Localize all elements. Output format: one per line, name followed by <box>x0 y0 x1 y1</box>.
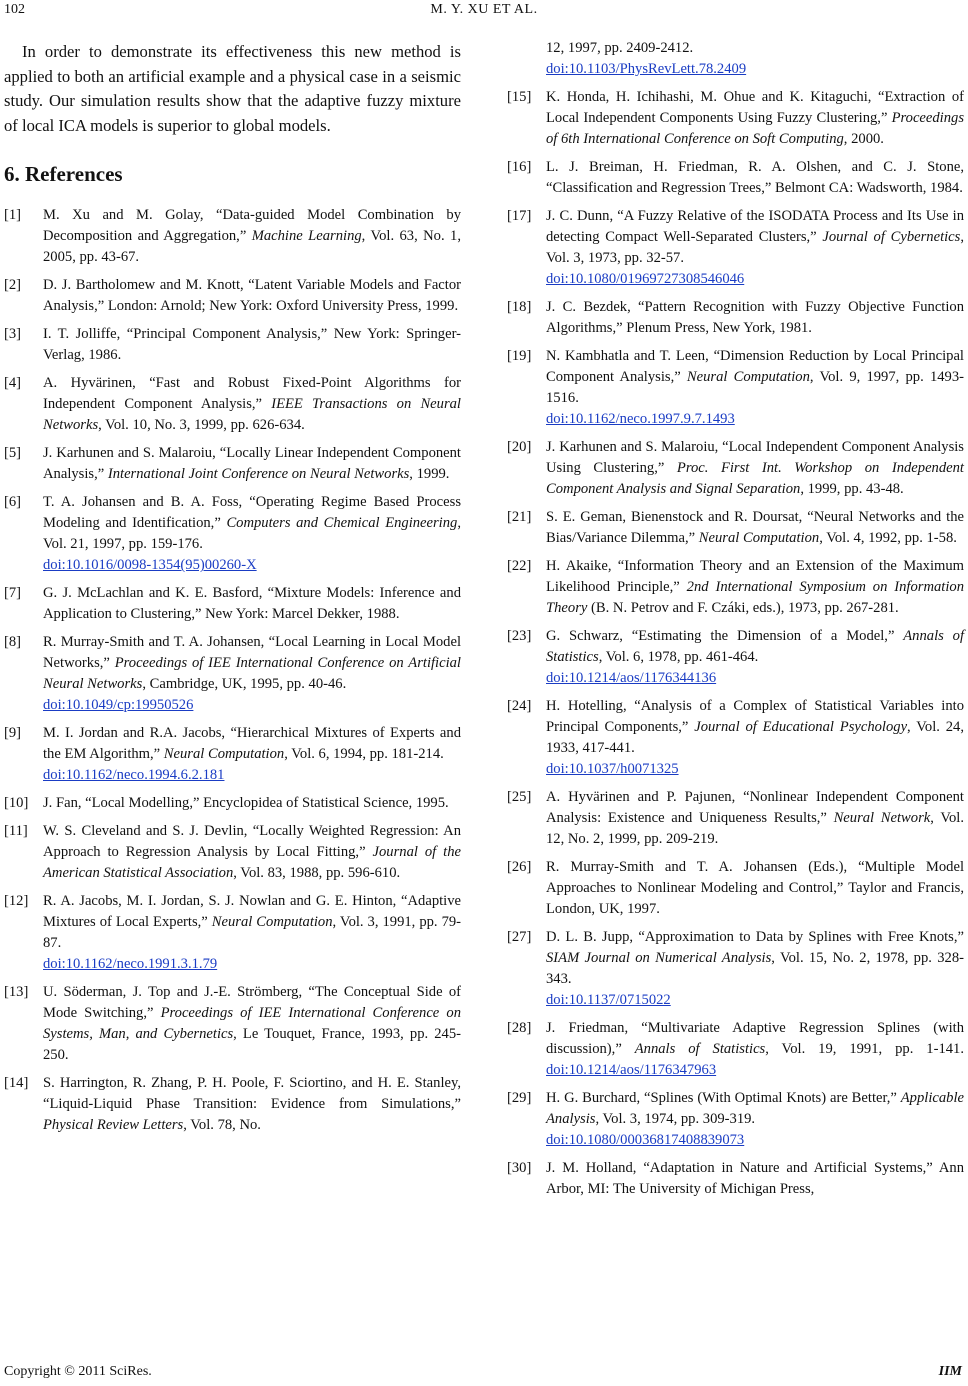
reference-venue: Computers and Chemical Engineering <box>226 515 458 532</box>
reference-details: , Vol. 4, 1992, pp. 1-58. <box>819 530 957 546</box>
reference-authors-title: H. Hotelling, “Analysis of a Complex of Statistical Variables into Principal Components,” <box>546 698 964 735</box>
reference-text <box>43 443 461 485</box>
reference-text <box>546 157 964 199</box>
page-number: 102 <box>4 2 25 17</box>
reference-item <box>4 723 461 786</box>
reference-item <box>507 927 964 1011</box>
reference-venue: Physical Review Letters <box>43 1117 184 1134</box>
reference-details: , 1999, pp. 43-48. <box>800 481 904 497</box>
reference-text <box>43 373 461 436</box>
reference-authors-title: S. Harrington, R. Zhang, P. H. Poole, F. Sciortino, and H. E. Stanley, “Liquid-Liquid Phase Transition: Evidence from Simulations,” <box>43 1075 461 1113</box>
doi-link[interactable]: doi:10.1162/neco.1997.9.7.1493 <box>546 411 735 427</box>
reference-venue: Neural Computation <box>211 914 333 931</box>
reference-item <box>507 206 964 290</box>
reference-number: [23] <box>507 628 532 644</box>
reference-authors-title: T. A. Johansen and B. A. Foss, “Operating Regime Based Process Modeling and Identification,” <box>43 494 461 532</box>
reference-item <box>4 443 461 485</box>
reference-authors-title: U. Söderman, J. Top and J.-E. Strömberg, “The Conceptual Side of Mode Switching,” <box>43 984 461 1022</box>
reference-text <box>43 583 461 625</box>
reference-number: [25] <box>507 789 532 805</box>
left-column <box>4 40 461 1143</box>
reference-authors-title: D. J. Bartholomew and M. Knott, “Latent Variable Models and Factor Analysis,” London: Arnold; New York: Oxford University Press, 1999. <box>43 277 461 315</box>
reference-number: [3] <box>4 326 22 343</box>
reference-text <box>546 507 964 549</box>
reference-authors-title: A. Hyvärinen and P. Pajunen, “Nonlinear Independent Component Analysis: Existence and Uniqueness Results,” <box>546 789 964 826</box>
doi-link[interactable]: doi:10.1080/01969727308546046 <box>546 271 745 287</box>
reference-venue: Journal of the American Statistical Association <box>43 844 461 882</box>
reference-venue: Neural Computation <box>163 746 285 763</box>
reference-text <box>546 556 964 619</box>
reference-number: [24] <box>507 698 532 714</box>
page-footer <box>4 1364 962 1384</box>
reference-item <box>507 556 964 619</box>
reference-item <box>507 696 964 780</box>
reference-item <box>507 507 964 549</box>
reference-authors-title: R. Murray-Smith and T. A. Johansen (Eds.), “Multiple Model Approaches to Nonlinear Modeling and Control,” Taylor and Francis, London, UK, 1997. <box>546 859 964 917</box>
doi-link[interactable]: doi:10.1037/h0071325 <box>546 761 679 777</box>
reference-text <box>43 723 461 786</box>
doi-link[interactable]: doi:10.1214/aos/1176347963 <box>546 1062 717 1078</box>
reference-number: [10] <box>4 795 29 812</box>
reference-number: [16] <box>507 159 532 175</box>
reference-authors-title: J. Karhunen and S. Malaroiu, “Local Independent Component Analysis Using Clustering,” <box>546 439 964 476</box>
reference-item <box>507 1018 964 1081</box>
right-column <box>507 38 964 1207</box>
doi-link[interactable]: doi:10.1016/0098-1354(95)00260-X <box>43 557 257 574</box>
reference-item <box>4 982 461 1066</box>
reference-venue: Applicable Analysis <box>546 1090 964 1127</box>
reference-authors-title: J. Friedman, “Multivariate Adaptive Regression Splines (with discussion),” <box>546 1020 964 1057</box>
reference-number: [28] <box>507 1020 532 1036</box>
reference-text <box>546 1088 964 1151</box>
reference-venue: Journal of Educational Psychology <box>694 719 908 735</box>
reference-text <box>546 1158 964 1200</box>
reference-item <box>4 1073 461 1136</box>
reference-venue: Annals of Statistics <box>546 628 964 665</box>
reference-number: [27] <box>507 929 532 945</box>
doi-link[interactable]: doi:10.1137/0715022 <box>546 992 671 1008</box>
section-title: 6. References <box>4 162 123 187</box>
reference-venue: 2nd International Symposium on Information Theory <box>546 579 964 616</box>
reference-number: [15] <box>507 89 532 105</box>
reference-item <box>507 87 964 150</box>
reference-text <box>43 632 461 716</box>
reference-authors-title: G. J. McLachlan and K. E. Basford, “Mixture Models: Inference and Application to Clustering,” New York: Marcel Dekker, 1988. <box>43 585 461 623</box>
reference-details: , Vol. 9, 1997, pp. 1493-1516. <box>546 369 964 406</box>
reference-authors-title: W. S. Cleveland and S. J. Devlin, “Locally Weighted Regression: An Approach to Regression Analysis by Local Fitting,” <box>43 823 461 861</box>
reference-details: , Vol. 24, 1933, 417-441. <box>546 719 964 756</box>
reference-details: , Vol. 3, 1973, pp. 32-57. <box>546 229 964 266</box>
reference-details: , Le Touquet, France, 1993, pp. 245-250. <box>43 1026 461 1064</box>
reference-text <box>546 927 964 1011</box>
reference-text <box>546 87 964 150</box>
reference-venue: IEEE Transactions on Neural Networks <box>43 396 461 434</box>
reference-number: [22] <box>507 558 532 574</box>
reference-item <box>507 787 964 850</box>
reference-number: [5] <box>4 445 22 462</box>
journal-abbrev: IIM <box>938 1364 962 1379</box>
doi-link[interactable]: doi:10.1162/neco.1991.3.1.79 <box>43 956 218 973</box>
doi-link[interactable]: doi:10.1162/neco.1994.6.2.181 <box>43 767 225 784</box>
reference-text <box>43 793 461 814</box>
reference-text <box>43 821 461 884</box>
reference-item <box>507 346 964 430</box>
reference-item <box>507 437 964 500</box>
reference-number: [11] <box>4 823 28 840</box>
reference-item <box>4 492 461 576</box>
reference-details: , Vol. 6, 1978, pp. 461-464. <box>598 649 759 665</box>
reference-details: , Vol. 3, 1974, pp. 309-319. <box>595 1111 756 1127</box>
reference-text <box>546 857 964 920</box>
reference-item <box>507 157 964 199</box>
reference-details: , Vol. 6, 1994, pp. 181-214. <box>284 746 444 763</box>
reference-text <box>546 297 964 339</box>
reference-authors-title: J. Fan, “Local Modelling,” Encyclopidea of Statistical Science, 1995. <box>43 795 449 812</box>
running-head: M. Y. XU ET AL. <box>430 2 538 17</box>
reference-details: , Vol. 12, No. 2, 1999, pp. 209-219. <box>546 810 964 847</box>
reference-venue: Proceedings of IEE International Conference on Artificial Neural Networks <box>43 655 461 693</box>
reference-number: [29] <box>507 1090 532 1106</box>
reference-list-right <box>507 87 964 1200</box>
doi-link[interactable]: doi:10.1214/aos/1176344136 <box>546 670 717 686</box>
reference-text <box>546 626 964 689</box>
reference-details: , Vol. 3, 1991, pp. 79-87. <box>43 914 462 952</box>
reference-number: [18] <box>507 299 532 315</box>
reference-item <box>4 324 461 366</box>
reference-text <box>43 1073 461 1136</box>
reference-details: , 1999. <box>409 466 450 483</box>
reference-authors-title: A. Hyvärinen, “Fast and Robust Fixed-Point Algorithms for Independent Component Analysis,” <box>43 375 461 413</box>
reference-details: (B. N. Petrov and F. Czáki, eds.), 1973, pp. 267-281. <box>587 600 899 616</box>
reference-text <box>43 982 461 1066</box>
reference-number: [19] <box>507 348 532 364</box>
reference-venue: SIAM Journal on Numerical Analysis <box>546 950 772 966</box>
reference-text <box>43 891 461 975</box>
reference-venue: International Joint Conference on Neural Networks <box>107 466 410 483</box>
reference-details: , Vol. 83, 1988, pp. 596-610. <box>233 865 401 882</box>
reference-item <box>4 583 461 625</box>
reference-venue: Machine Learning <box>251 228 362 245</box>
reference-details: , Cambridge, UK, 1995, pp. 40-46. <box>142 676 347 693</box>
reference-authors-title: L. J. Breiman, H. Friedman, R. A. Olshen, and C. J. Stone, “Classification and Regression Trees,” Belmont CA: Wadsworth, 1984. <box>546 159 964 196</box>
reference-authors-title: J. Karhunen and S. Malaroiu, “Locally Linear Independent Component Analysis,” <box>43 445 461 483</box>
reference-number: [8] <box>4 634 22 651</box>
reference-number: [20] <box>507 439 532 455</box>
reference-number: [7] <box>4 585 22 602</box>
reference-details: , Vol. 78, No. <box>183 1117 261 1134</box>
reference-item <box>4 821 461 884</box>
reference-details: , Vol. 21, 1997, pp. 159-176. <box>43 515 461 553</box>
reference-text <box>546 206 964 290</box>
page-header <box>0 2 968 26</box>
reference-item <box>4 793 461 814</box>
reference-number: [4] <box>4 375 22 392</box>
reference-text <box>43 275 461 317</box>
continuation-text: 12, 1997, pp. 2409-2412. <box>546 40 694 56</box>
reference-authors-title: S. E. Geman, Bienenstock and R. Doursat, “Neural Networks and the Bias/Variance Dilemma,” <box>546 509 964 546</box>
reference-list-left <box>4 205 461 1136</box>
reference-item <box>4 275 461 317</box>
reference-venue: Journal of Cybernetics <box>822 229 961 245</box>
doi-link[interactable]: doi:10.1103/PhysRevLett.78.2409 <box>546 61 747 77</box>
doi-link[interactable]: doi:10.1080/00036817408839073 <box>546 1132 745 1148</box>
reference-venue: Neural Computation <box>698 530 820 546</box>
reference-text <box>546 346 964 430</box>
reference-number: [17] <box>507 208 532 224</box>
reference-authors-title: G. Schwarz, “Estimating the Dimension of a Model,” <box>546 628 904 644</box>
reference-item <box>507 1158 964 1200</box>
reference-authors-title: K. Honda, H. Ichihashi, M. Ohue and K. Kitaguchi, “Extraction of Local Independent Components Using Fuzzy Clustering,” <box>546 89 964 126</box>
reference-number: [1] <box>4 207 22 224</box>
reference-venue: Proc. First Int. Workshop on Independent Component Analysis and Signal Separation <box>546 460 964 497</box>
reference-number: [14] <box>4 1075 29 1092</box>
reference-text <box>546 696 964 780</box>
reference-text <box>43 324 461 366</box>
reference-details: , Vol. 19, 1991, pp. 1-141. <box>765 1041 964 1057</box>
reference-authors-title: R. A. Jacobs, M. I. Jordan, S. J. Nowlan and G. E. Hinton, “Adaptive Mixtures of Local Experts,” <box>43 893 461 931</box>
reference-authors-title: I. T. Jolliffe, “Principal Component Analysis,” New York: Springer-Verlag, 1986. <box>43 326 461 364</box>
reference-item <box>4 632 461 716</box>
reference-text <box>546 1018 964 1081</box>
reference-venue: Neural Network <box>833 810 931 826</box>
reference-details: , Vol. 15, No. 2, 1978, pp. 328-343. <box>546 950 964 987</box>
reference-item <box>507 857 964 920</box>
reference-authors-title: M. I. Jordan and R.A. Jacobs, “Hierarchical Mixtures of Experts and the EM Algorithm,” <box>43 725 461 763</box>
reference-authors-title: H. G. Burchard, “Splines (With Optimal Knots) are Better,” <box>546 1090 901 1106</box>
doi-link[interactable]: doi:10.1049/cp:19950526 <box>43 697 194 714</box>
reference-item <box>507 297 964 339</box>
reference-details: , Vol. 10, No. 3, 1999, pp. 626-634. <box>98 417 305 434</box>
reference-text <box>43 205 461 268</box>
reference-item <box>4 205 461 268</box>
reference-authors-title: D. L. B. Jupp, “Approximation to Data by Splines with Free Knots,” <box>546 929 964 945</box>
reference-venue: Proceedings of IEE International Conference on Systems, Man, and Cybernetics <box>43 1005 461 1043</box>
reference-number: [9] <box>4 725 22 742</box>
reference-authors-title: N. Kambhatla and T. Leen, “Dimension Reduction by Local Principal Component Analysis,” <box>546 348 964 385</box>
reference-venue: Neural Computation <box>686 369 810 385</box>
reference-details: , Vol. 63, No. 1, 2005, pp. 43-67. <box>43 228 461 266</box>
reference-number: [6] <box>4 494 22 511</box>
reference-item <box>507 1088 964 1151</box>
reference-number: [13] <box>4 984 29 1001</box>
reference-number: [30] <box>507 1160 532 1176</box>
copyright-notice: Copyright © 2011 SciRes. <box>4 1364 152 1379</box>
intro-paragraph: In order to demonstrate its effectiveness this new method is applied to both an artificial example and a physical case in a seismic study. Our simulation results show that the adaptive fuzzy mixture of local ICA models is superior to global models. <box>4 42 461 135</box>
reference-item <box>507 626 964 689</box>
reference-authors-title: H. Akaike, “Information Theory and an Extension of the Maximum Likelihood Principle,” <box>546 558 964 595</box>
reference-item <box>4 373 461 436</box>
reference-text <box>546 787 964 850</box>
reference-authors-title: R. Murray-Smith and T. A. Johansen, “Local Learning in Local Model Networks,” <box>43 634 461 672</box>
reference-number: [26] <box>507 859 532 875</box>
reference-text <box>546 437 964 500</box>
reference-authors-title: M. Xu and M. Golay, “Data-guided Model Combination by Decomposition and Aggregation,” <box>43 207 461 245</box>
reference-authors-title: J. C. Dunn, “A Fuzzy Relative of the ISODATA Process and Its Use in detecting Compact Well-Separated Clusters,” <box>546 208 964 245</box>
reference-number: [12] <box>4 893 29 910</box>
reference-venue: Proceedings of 6th International Conference on Soft Computing <box>546 110 964 147</box>
reference-venue: Annals of Statistics <box>634 1041 766 1057</box>
reference-authors-title: J. C. Bezdek, “Pattern Recognition with Fuzzy Objective Function Algorithms,” Plenum Press, New York, 1981. <box>546 299 964 336</box>
reference-number: [2] <box>4 277 22 294</box>
reference-details: , 2000. <box>843 131 884 147</box>
reference-item <box>4 891 461 975</box>
reference-text <box>43 492 461 576</box>
reference-14-continuation <box>507 38 964 80</box>
reference-number: [21] <box>507 509 532 525</box>
reference-authors-title: J. M. Holland, “Adaptation in Nature and Artificial Systems,” Ann Arbor, MI: The University of Michigan Press, <box>546 1160 964 1197</box>
